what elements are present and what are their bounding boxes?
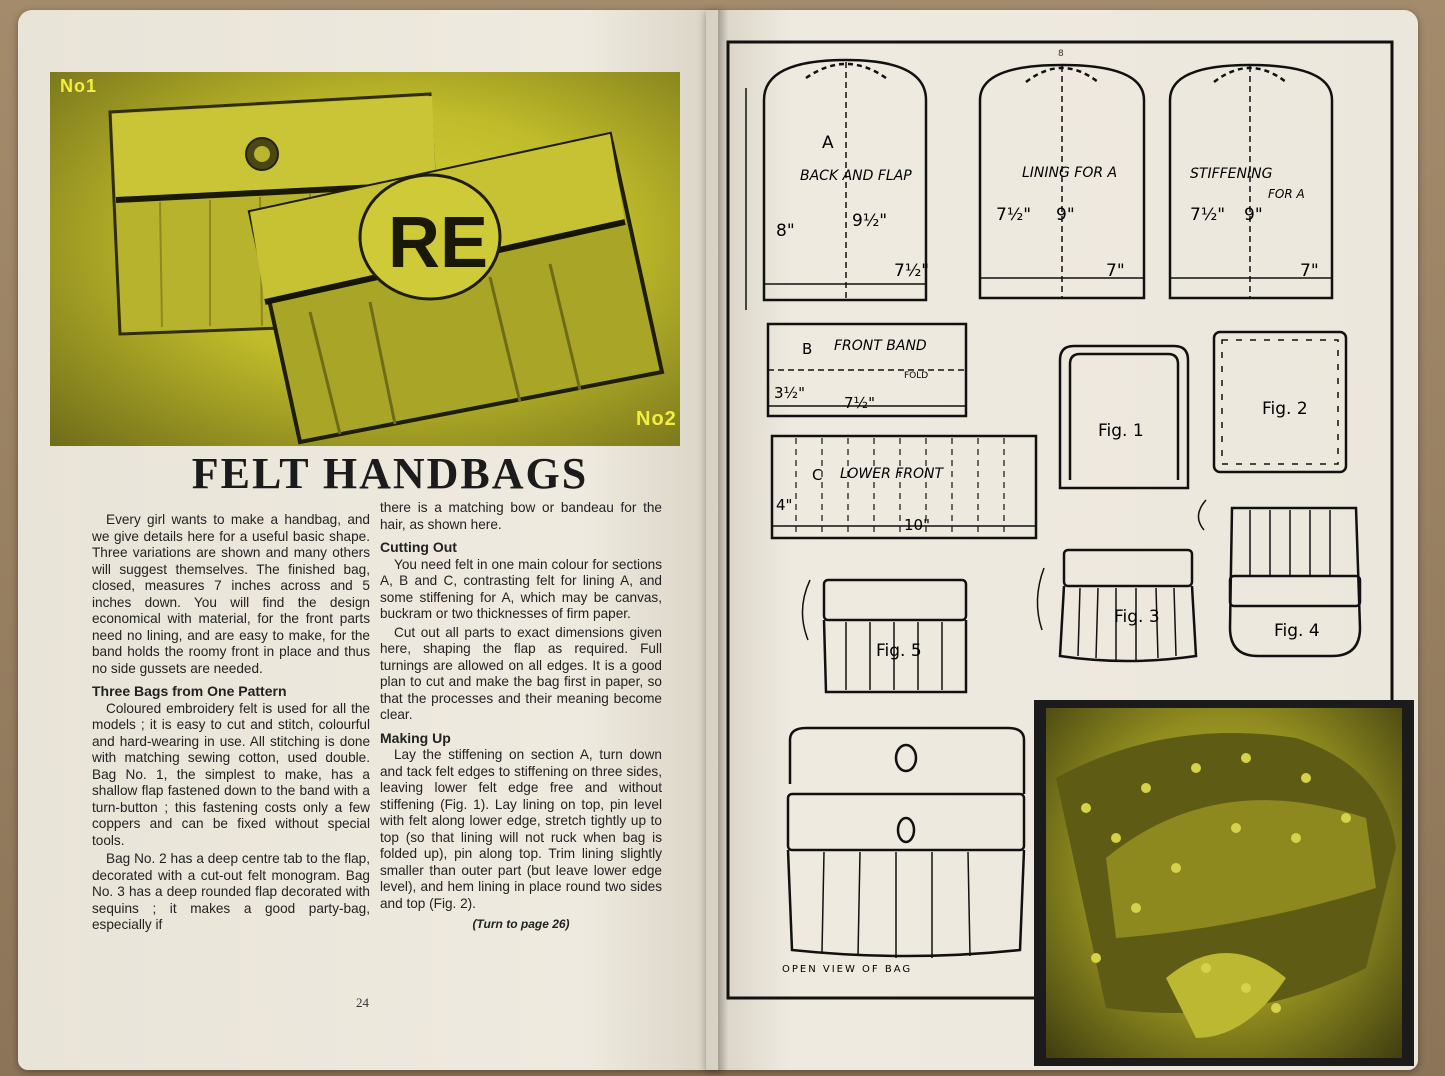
pattern-a-letter: A [822,133,834,153]
pattern-a-height: 8" [776,221,795,241]
pattern-stiff-name-1: STIFFENING [1190,166,1273,182]
pattern-a-name: BACK AND FLAP [800,168,912,184]
top-mark: 8 [1058,49,1064,59]
monogram-text: RE [388,203,489,283]
fig3-label: Fig. 3 [1114,607,1160,627]
fig5-drawing [802,580,966,692]
pattern-lining-name: LINING FOR A [1022,165,1118,181]
fig1-drawing [1060,346,1188,488]
pattern-b-fold: FOLD [904,371,929,381]
left-page [18,10,722,1070]
handbags-photo-illustration [50,72,680,446]
pattern-a-width: 7½" [894,261,930,281]
pattern-b-letter: B [802,340,813,358]
pattern-b-name: FRONT BAND [834,338,927,354]
section-heading-cutting-out: Cutting Out [380,539,457,555]
fig2-label: Fig. 2 [1262,399,1308,419]
continued-paragraph: there is a matching bow or bandeau for the hair, as shown here. [380,500,662,532]
bag-no1-label: No1 [60,76,98,96]
article-column-2 [380,500,662,933]
turn-to-page-note: (Turn to page 26) [472,917,570,931]
making-up-paragraph: Lay the stiffening on section A, turn down and tack felt edges to stiffening on three sides, leaving lower felt edge free and without stiffening (Fig. 1). Lay lining on top, pin level with felt along lower edge, stretch tightly up to top (so that lining will not ruck when bag is folded up), pin along top. Trim lining slightly smaller than outer part (but leave lower edge level), and hem lining in place round two sides and top (Fig. 2). [380,747,662,911]
sequin-bag-image [1046,708,1402,1058]
handbags-photo [50,72,680,446]
pattern-a-flap: 9½" [852,211,888,231]
sequin-bag-illustration [1046,708,1402,1058]
article-column-1 [92,512,370,936]
page-number: 24 [356,995,369,1010]
pattern-lining-height: 7½" [996,205,1032,225]
pattern-b-height: 3½" [774,384,805,402]
open-view-drawing [788,728,1024,958]
pattern-stiff-width: 7" [1300,261,1319,281]
pattern-lining-width: 7" [1106,261,1125,281]
section-heading-three-bags: Three Bags from One Pattern [92,683,287,699]
intro-paragraph: Every girl wants to make a handbag, and we give details here for a useful basic shape. Three variations are shown and many others will suggest themselves. The finished bag, closed, measures 7 inches across and 5 inches down. You will find the design economical with material, for the front parts need no lining, and are easy to make, for the band holds the roomy front in place and thus no side gussets are needed. [92,512,370,676]
section-heading-making-up: Making Up [380,729,451,746]
pattern-lining-flap: 9" [1056,205,1075,225]
page-title: FELT HANDBAGS [191,449,589,498]
pattern-c-letter: C [812,466,823,484]
pattern-stiff-flap: 9" [1244,205,1263,225]
cutting-out-paragraph-1: You need felt in one main colour for sections A, B and C, contrasting felt for lining A, and some stiffening for A, which may be canvas, buckram or two thicknesses of firm paper. [380,556,662,621]
pattern-c-name: LOWER FRONT [840,466,944,482]
three-bags-paragraph-1: Coloured embroidery felt is used for all the models ; it is easy to cut and stitch, colourful and hard-wearing in use. All stitching is done with matching sewing cotton, used double. Bag No. 1, the simplest to make, has a shallow flap fastened down to the band with a turn-button ; this fastening costs only a few coppers and can be fixed without special tools. [92,700,370,848]
pattern-b-width: 7½" [844,394,875,412]
pattern-c-width: 10" [904,516,930,534]
bag-no2-label: No2 [636,408,677,430]
pattern-stiff-name-2: FOR A [1268,187,1305,201]
fig4-label: Fig. 4 [1274,621,1320,641]
fig3-drawing [1037,550,1196,661]
pattern-c-height: 4" [776,496,793,514]
three-bags-paragraph-2: Bag No. 2 has a deep centre tab to the flap, decorated with a cut-out felt monogram. Bag No. 3 has a deep rounded flap decorated with sequins ; it makes a good party-bag, especially if [92,851,370,932]
sequin-bag-photo [1034,700,1414,1066]
fig1-label: Fig. 1 [1098,421,1144,441]
cutting-out-paragraph-2: Cut out all parts to exact dimensions given here, shaping the flap as required. Full turnings are allowed on all edges. It is a good plan to cut and make the bag first in paper, so that the processes and their meaning become clear. [380,624,662,722]
open-view-caption: OPEN VIEW OF BAG [782,964,913,975]
open-booklet [18,10,1428,1072]
pattern-stiff-height: 7½" [1190,205,1226,225]
fig5-label: Fig. 5 [876,641,922,661]
